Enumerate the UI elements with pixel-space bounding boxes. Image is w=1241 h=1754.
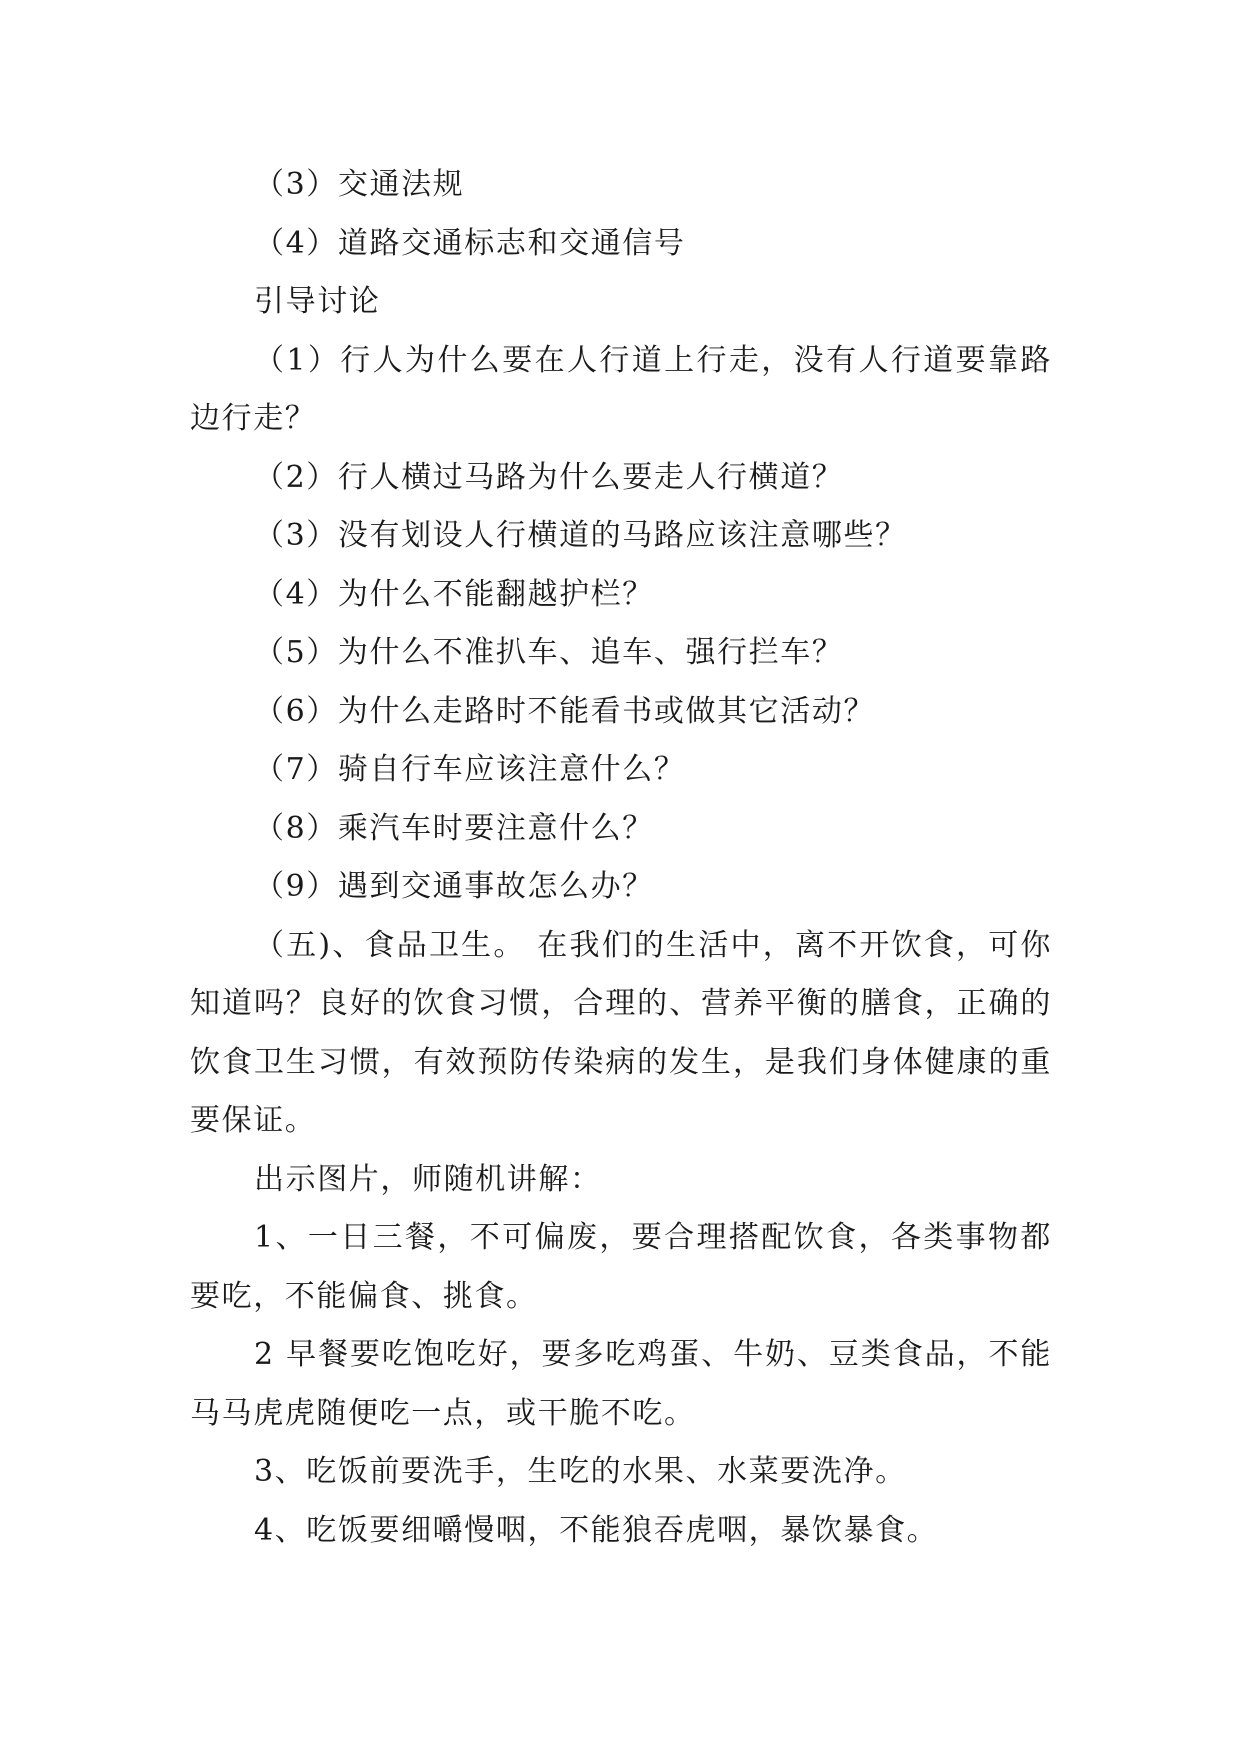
paragraph-guided-discussion: 引导讨论 [254, 284, 381, 319]
document-body [190, 156, 1052, 1560]
paragraph-question-6: （6）为什么走路时不能看书或做其它活动？ [254, 693, 876, 729]
paragraph-question-3: （3）没有划设人行横道的马路应该注意哪些？ [254, 518, 907, 553]
paragraph-question-2: （2）行人横过马路为什么要走人行横道？ [254, 459, 844, 495]
paragraph-question-4: （4）为什么不能翻越护栏？ [254, 576, 654, 612]
paragraph-tip-1: 1、一日三餐，不可偏废，要合理搭配饮食，各类事物都要吃，不能偏食、挑食。 [190, 1220, 1052, 1314]
paragraph-question-5: （5）为什么不准扒车、追车、强行拦车？ [254, 635, 844, 670]
paragraph-traffic-laws: （3）交通法规 [254, 167, 465, 202]
paragraph-question-1: （1）行人为什么要在人行道上行走，没有人行道要靠路边行走？ [190, 342, 1052, 436]
paragraph-question-9: （9）遇到交通事故怎么办？ [254, 869, 654, 904]
paragraph-question-8: （8）乘汽车时要注意什么？ [254, 810, 654, 846]
paragraph-tip-4: 4、吃饭要细嚼慢咽，不能狼吞虎咽，暴饮暴食。 [254, 1512, 939, 1548]
paragraph-tip-3: 3、吃饭前要洗手，生吃的水果、水菜要洗净。 [254, 1454, 907, 1489]
paragraph-tip-2: 2 早餐要吃饱吃好，要多吃鸡蛋、牛奶、豆类食品，不能马马虎虎随便吃一点，或干脆不吃。 [190, 1337, 1052, 1431]
paragraph-show-pictures: 出示图片，师随机讲解： [254, 1161, 602, 1197]
paragraph-question-7: （7）骑自行车应该注意什么？ [254, 752, 686, 787]
paragraph-traffic-signs: （4）道路交通标志和交通信号 [254, 225, 686, 261]
paragraph-food-hygiene: （五)、食品卫生。 在我们的生活中，离不开饮食，可你知道吗？良好的饮食习惯，合理的、营养平衡的膳食，正确的饮食卫生习惯，有效预防传染病的发生，是我们身体健康的重要保证。 [190, 927, 1052, 1138]
